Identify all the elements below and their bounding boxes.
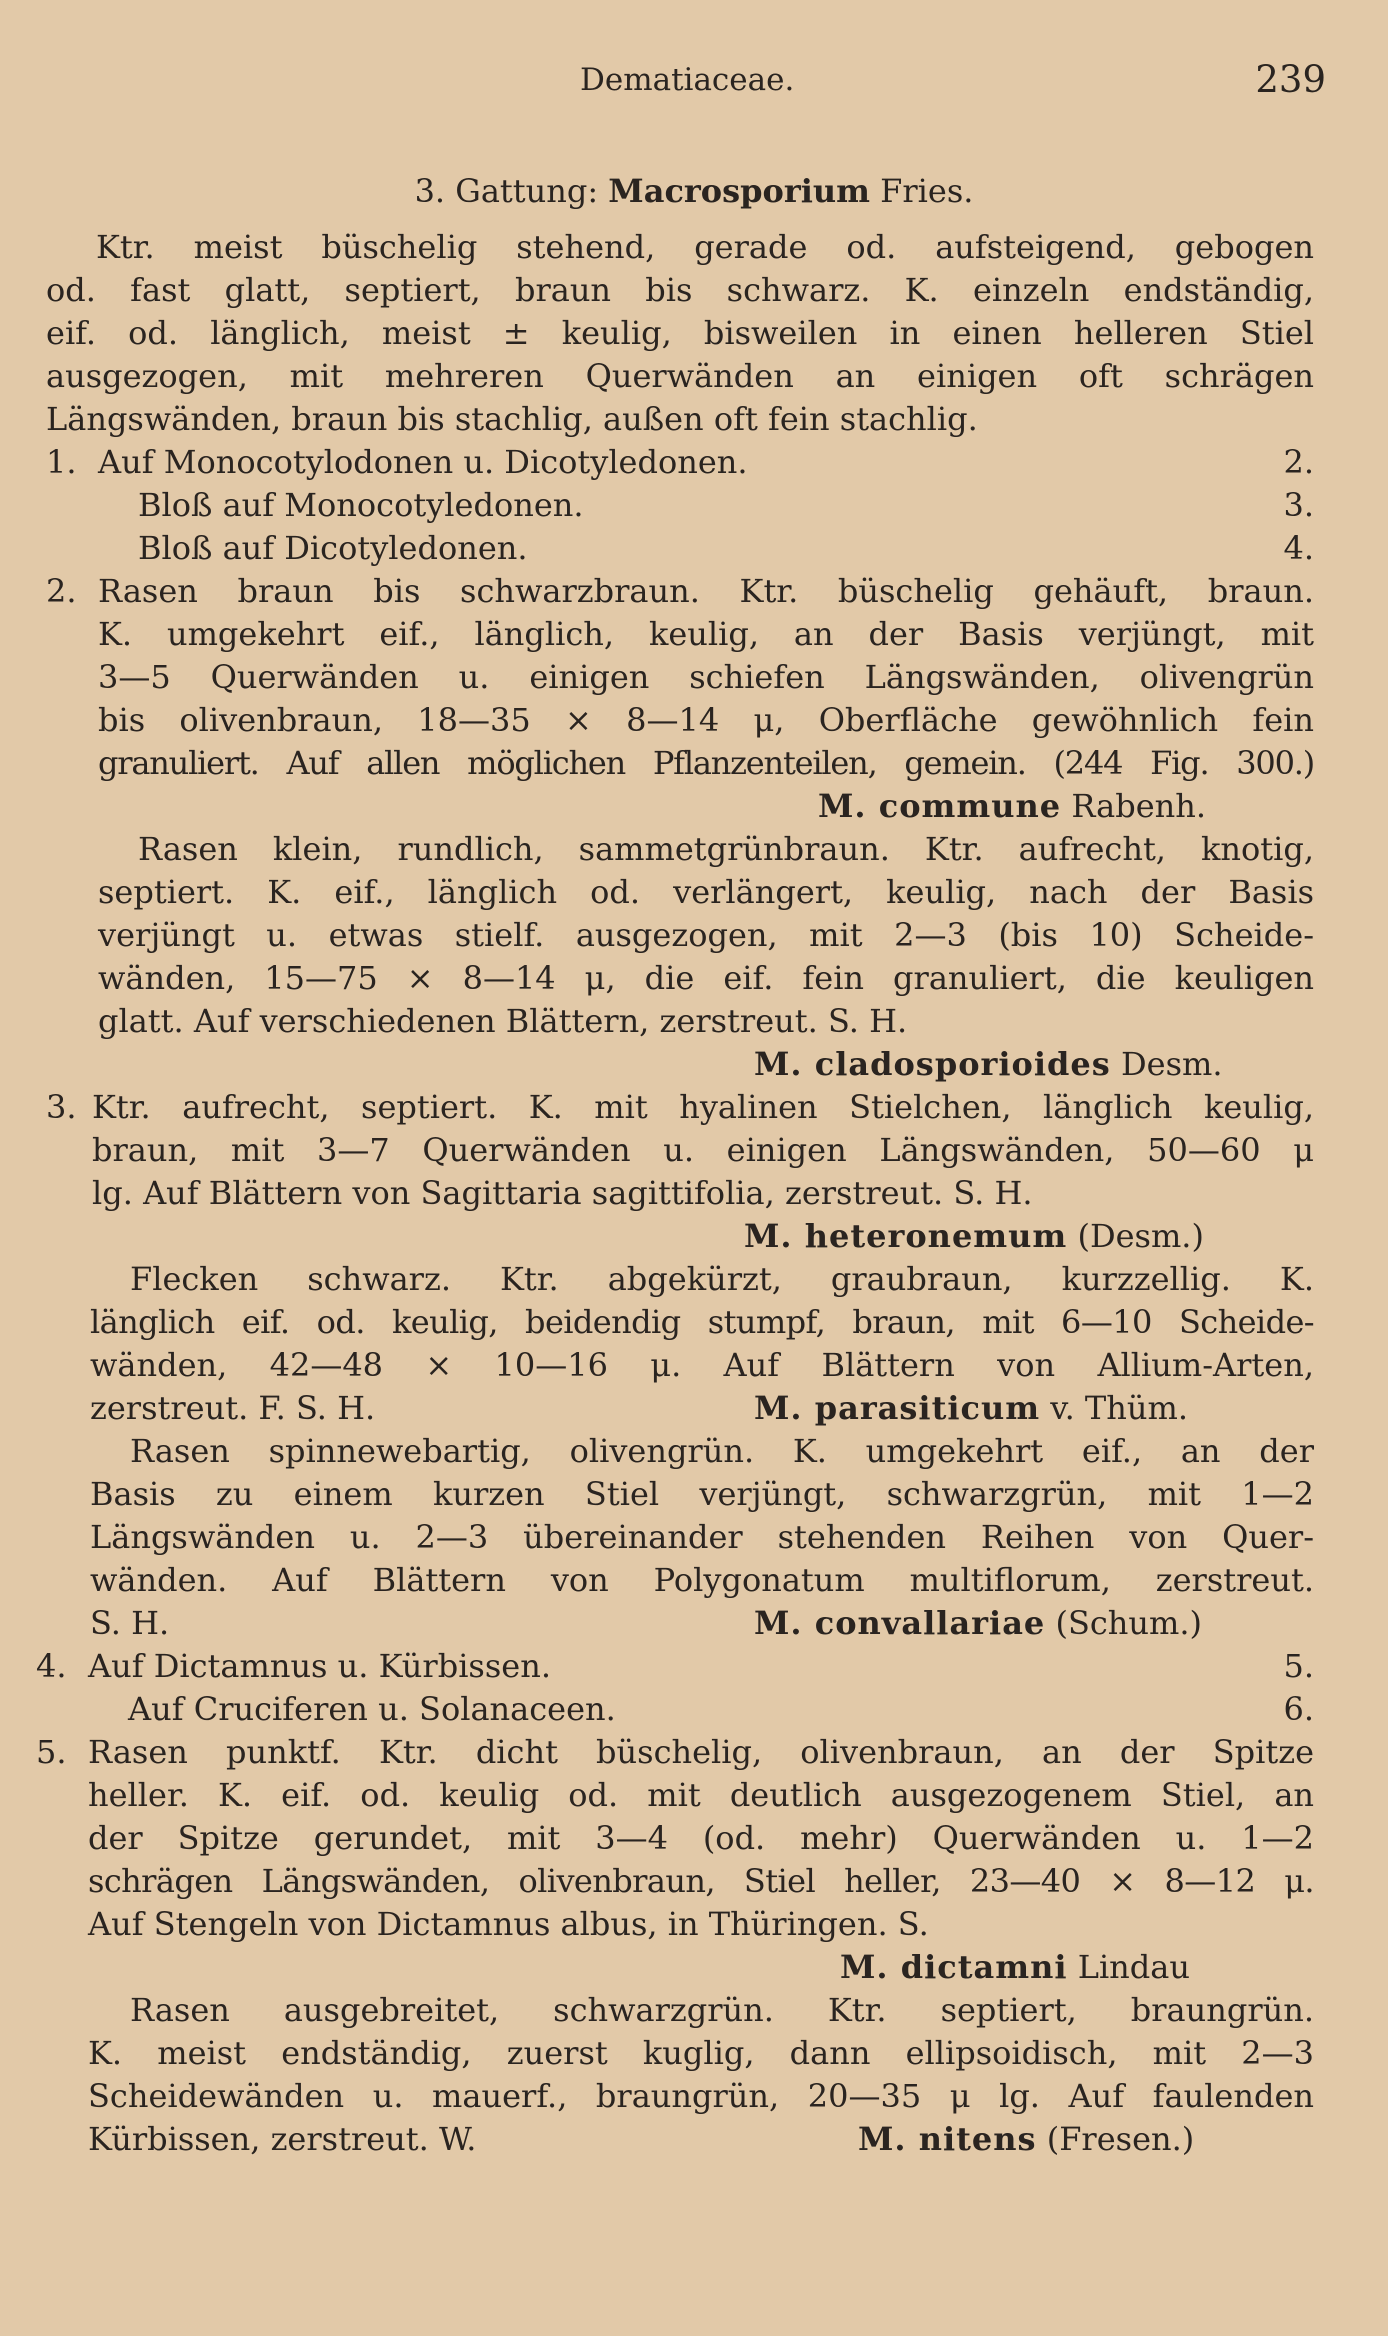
text-line: wänden. Auf Blättern von Polygonatum multiflorum, zerstreut.	[90, 1561, 1314, 1599]
key-entry	[46, 1086, 1314, 1129]
text-line: Rasen ausgebreitet, schwarzgrün. Ktr. septiert, braungrün.	[130, 1991, 1314, 2029]
key-entry	[36, 1645, 1314, 1688]
text-line: K. meist endständig, zuerst kuglig, dann ellipsoidisch, mit 2—3	[88, 2034, 1314, 2072]
key-reference: 2.	[1283, 443, 1314, 481]
species-name-line	[754, 1043, 1223, 1086]
species-name: M. heteronemum	[744, 1217, 1068, 1255]
species-line	[46, 2118, 1314, 2161]
key-text: Auf Dictamnus u. Kürbissen.	[88, 1647, 551, 1685]
species-name: M. commune	[818, 787, 1062, 825]
key-entry	[46, 1688, 1314, 1731]
text-line: braun, mit 3—7 Querwänden u. einigen Längswänden, 50—60 μ	[92, 1131, 1314, 1169]
text-line: der Spitze gerundet, mit 3—4 (od. mehr) Querwänden u. 1—2	[88, 1819, 1314, 1857]
text-line: S. H.	[90, 1604, 170, 1642]
text-line: Längswänden, braun bis stachlig, außen oft fein stachlig.	[46, 400, 978, 438]
key-text: Auf Cruciferen u. Solanaceen.	[128, 1690, 616, 1728]
key-entry	[46, 570, 1314, 613]
key-reference: 3.	[1283, 486, 1314, 524]
key-reference: 5.	[1283, 1647, 1314, 1685]
page-number: 239	[1255, 58, 1326, 101]
key-entry	[46, 484, 1314, 527]
text-line: ausgezogen, mit mehreren Querwänden an einigen oft schrägen	[46, 357, 1314, 395]
text-line: Rasen klein, rundlich, sammetgrünbraun. Ktr. aufrecht, knotig,	[138, 830, 1314, 868]
species-line	[46, 1387, 1314, 1430]
key-number: 2.	[46, 572, 77, 610]
text-line: verjüngt u. etwas stielf. ausgezogen, mit 2—3 (bis 10) Scheide-	[98, 916, 1314, 954]
genus-author: Fries.	[880, 172, 974, 210]
species-author: v. Thüm.	[1050, 1389, 1188, 1427]
text-line: septiert. K. eif., länglich od. verlängert, keulig, nach der Basis	[98, 873, 1314, 911]
key-text: Bloß auf Dicotyledonen.	[138, 529, 528, 567]
species-line	[46, 1215, 1314, 1258]
species-name-line	[858, 2118, 1194, 2161]
key-number: 3.	[46, 1088, 77, 1126]
species-author: (Fresen.)	[1046, 2120, 1195, 2158]
text-line: od. fast glatt, septiert, braun bis schwarz. K. einzeln endständig,	[46, 271, 1314, 309]
species-author: (Schum.)	[1055, 1604, 1202, 1642]
key-entry	[46, 527, 1314, 570]
text-line: granuliert. Auf allen möglichen Pflanzenteilen, gemein. (244 Fig. 300.)	[98, 744, 1314, 782]
text-body	[36, 226, 1314, 2161]
species-name: M. convallariae	[754, 1604, 1046, 1642]
text-line: Scheidewänden u. mauerf., braungrün, 20—35 μ lg. Auf faulenden	[88, 2077, 1314, 2115]
running-header	[0, 58, 1388, 102]
text-line: K. umgekehrt eif., länglich, keulig, an der Basis verjüngt, mit	[98, 615, 1314, 653]
text-line: heller. K. eif. od. keulig od. mit deutlich ausgezogenem Stiel, an	[88, 1776, 1314, 1814]
running-title: Dematiaceae.	[580, 62, 795, 98]
key-text: Bloß auf Monocotyledonen.	[138, 486, 584, 524]
key-reference: 6.	[1283, 1690, 1314, 1728]
text-line: bis olivenbraun, 18—35 × 8—14 μ, Oberfläche gewöhnlich fein	[98, 701, 1314, 739]
text-line: eif. od. länglich, meist ± keulig, bisweilen in einen helleren Stiel	[46, 314, 1314, 352]
key-entry	[36, 1731, 1314, 1774]
key-number: 4.	[36, 1647, 67, 1685]
text-line: lg. Auf Blättern von Sagittaria sagittifolia, zerstreut. S. H.	[92, 1174, 1033, 1212]
text-line: Auf Stengeln von Dictamnus albus, in Thüringen. S.	[88, 1905, 929, 1943]
species-author: (Desm.)	[1077, 1217, 1204, 1255]
species-name-line	[744, 1215, 1204, 1258]
species-name-line	[754, 1602, 1202, 1645]
key-number: 5.	[36, 1733, 67, 1771]
genus-name: Macrosporium	[608, 172, 870, 210]
text-line: Ktr. meist büschelig stehend, gerade od. aufsteigend, gebogen	[96, 228, 1314, 266]
species-author: Lindau	[1077, 1948, 1190, 1986]
species-name: M. nitens	[858, 2120, 1037, 2158]
species-line	[46, 1602, 1314, 1645]
genus-prefix: 3. Gattung:	[414, 172, 599, 210]
key-entry	[46, 441, 1314, 484]
text-line: Rasen braun bis schwarzbraun. Ktr. büschelig gehäuft, braun.	[98, 572, 1314, 610]
species-author: Desm.	[1120, 1045, 1223, 1083]
species-name-line	[840, 1946, 1190, 1989]
text-line: Kürbissen, zerstreut. W.	[88, 2120, 477, 2158]
species-author: Rabenh.	[1071, 787, 1207, 825]
text-line: Längswänden u. 2—3 übereinander stehenden Reihen von Quer-	[90, 1518, 1314, 1556]
text-line: schrägen Längswänden, olivenbraun, Stiel heller, 23—40 × 8—12 μ.	[88, 1862, 1314, 1900]
species-name: M. dictamni	[840, 1948, 1068, 1986]
species-line	[46, 1946, 1314, 1989]
text-line: Basis zu einem kurzen Stiel verjüngt, schwarzgrün, mit 1—2	[90, 1475, 1314, 1513]
species-name: M. cladosporioides	[754, 1045, 1111, 1083]
species-name: M. parasiticum	[754, 1389, 1041, 1427]
species-line	[46, 785, 1314, 828]
text-line: Rasen spinnewebartig, olivengrün. K. umgekehrt eif., an der	[130, 1432, 1314, 1470]
genus-heading	[0, 172, 1388, 210]
text-line: Rasen punktf. Ktr. dicht büschelig, olivenbraun, an der Spitze	[88, 1733, 1314, 1771]
text-line: länglich eif. od. keulig, beidendig stumpf, braun, mit 6—10 Scheide-	[90, 1303, 1314, 1341]
species-name-line	[818, 785, 1206, 828]
text-line: wänden, 15—75 × 8—14 μ, die eif. fein granuliert, die keuligen	[98, 959, 1314, 997]
species-line	[46, 1043, 1314, 1086]
key-reference: 4.	[1283, 529, 1314, 567]
key-number: 1.	[46, 443, 77, 481]
species-name-line	[754, 1387, 1188, 1430]
text-line: zerstreut. F. S. H.	[90, 1389, 376, 1427]
text-line: 3—5 Querwänden u. einigen schiefen Längswänden, olivengrün	[98, 658, 1314, 696]
text-line: glatt. Auf verschiedenen Blättern, zerstreut. S. H.	[98, 1002, 908, 1040]
key-text: Auf Monocotylodonen u. Dicotyledonen.	[98, 443, 748, 481]
text-line: Flecken schwarz. Ktr. abgekürzt, graubraun, kurzzellig. K.	[130, 1260, 1314, 1298]
text-line: Ktr. aufrecht, septiert. K. mit hyalinen Stielchen, länglich keulig,	[92, 1088, 1314, 1126]
text-line: wänden, 42—48 × 10—16 μ. Auf Blättern von Allium-Arten,	[90, 1346, 1314, 1384]
